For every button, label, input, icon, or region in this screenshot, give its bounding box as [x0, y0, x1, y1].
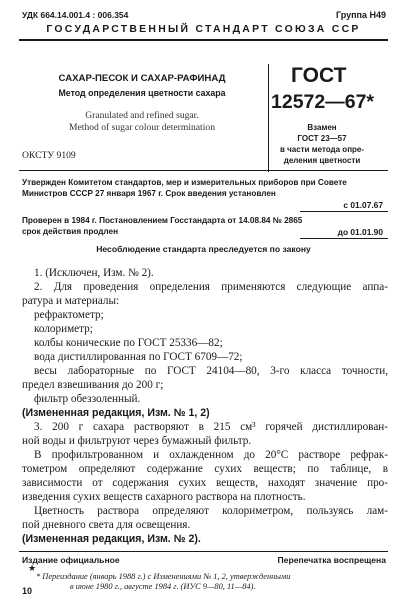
- udk-code: УДК 664.14.001.4 : 006.354: [22, 10, 129, 20]
- clause-3-line-2: ной воды и фильтруют через бумажный фильтр.: [22, 435, 252, 447]
- english-title: Granulated and refined sugar.: [85, 110, 199, 121]
- english-subtitle: Method of sugar colour determination: [68, 122, 215, 133]
- review-line-2: срок действия продлен: [22, 227, 119, 236]
- official-edition: Издание официальное: [22, 555, 120, 565]
- approval-line-2: Министров СССР 27 января 1967 г. Срок введения установлен: [22, 189, 276, 198]
- top-rule: [19, 39, 388, 41]
- okstu-code: ОКСТУ 9109: [22, 150, 76, 161]
- document-title: САХАР-ПЕСОК И САХАР-РАФИНАД: [58, 73, 226, 84]
- replace-line-1: Взамен: [307, 123, 337, 132]
- date-rule-1: [300, 211, 388, 212]
- approval-line-1: Утвержден Комитетом стандартов, мер и измерительных приборов при Совете: [22, 178, 347, 187]
- law-notice: Несоблюдение стандарта преследуется по закону: [96, 244, 311, 254]
- equipment-water: вода дистиллированная по ГОСТ 6709—72;: [34, 351, 243, 363]
- amendment-note-2: (Измененная редакция, Изм. № 2).: [22, 533, 201, 545]
- clause-1: 1. (Исключен, Изм. № 2).: [34, 267, 154, 279]
- approval-top-rule: [19, 170, 388, 171]
- document-subtitle: Метод определения цветности сахара: [58, 88, 226, 98]
- clause-2-line-2: ратура и материалы:: [22, 295, 120, 307]
- standard-banner: ГОСУДАРСТВЕННЫЙ СТАНДАРТ СОЮЗА ССР: [46, 24, 361, 35]
- clause-3-line-3: В профильтрованном и охлажденном до 20°С растворе рефрак-: [34, 449, 388, 461]
- amendment-note-1: (Измененная редакция, Изм. № 1, 2): [22, 407, 210, 419]
- clause-3-line-6: изведения сухих веществ сахарного раствора на плотность.: [22, 491, 306, 503]
- equipment-scales-limit: предел взвешивания до 200 г;: [22, 379, 164, 391]
- reissue-note-1: * Переиздание (январь 1988 г.) с Изменениями № 1, 2, утвержденными: [36, 572, 291, 581]
- group-code: Группа Н49: [335, 10, 386, 20]
- date-rule-2: [300, 238, 388, 239]
- clause-3-line-8: пой дневного света для освещения.: [22, 519, 191, 531]
- review-line-1: Проверен в 1984 г. Постановлением Госстандарта от 14.08.84 № 2865: [22, 216, 303, 225]
- reprint-notice: Перепечатка воспрещена: [277, 555, 386, 565]
- equipment-flasks: колбы конические по ГОСТ 25336—82;: [34, 337, 223, 349]
- extended-date: до 01.01.90: [337, 227, 383, 237]
- equipment-colorimeter: колориметр;: [34, 323, 93, 335]
- replace-line-3: в части метода опре-: [279, 145, 365, 154]
- clause-3-line-7: Цветность раствора определяют колориметром, пользуясь лам-: [34, 505, 388, 517]
- replace-line-4: деления цветности: [283, 156, 361, 165]
- equipment-filter: фильтр обеззоленный.: [34, 393, 141, 405]
- clause-3-line-4: тометром определяют содержание сухих веществ; по таблице, в: [22, 463, 388, 475]
- footer-rule: [19, 551, 388, 552]
- gost-label: ГОСТ: [291, 64, 347, 87]
- clause-3-line-1: 3. 200 г сахара растворяют в 215 см³ горячей дистиллирован-: [34, 421, 388, 433]
- gost-number: 12572—67*: [271, 91, 375, 113]
- equipment-scales: весы лабораторные по ГОСТ 24104—80, 3-го класса точности,: [34, 365, 388, 377]
- effective-date: с 01.07.67: [343, 200, 383, 210]
- gost-divider: [268, 64, 269, 172]
- page-number: 10: [22, 586, 33, 596]
- star-icon: ★: [28, 563, 37, 573]
- reissue-note-2: в июне 1980 г., августе 1984 г. (ИУС 9—80, 11—84).: [70, 582, 256, 591]
- clause-3-line-5: зависимости от содержания сухих веществ, находят значение про-: [22, 477, 388, 489]
- equipment-refractometer: рефрактометр;: [34, 309, 104, 321]
- replace-line-2: ГОСТ 23—57: [297, 134, 347, 143]
- clause-2-line-1: 2. Для проведения определения применяются следующие аппа-: [34, 281, 388, 293]
